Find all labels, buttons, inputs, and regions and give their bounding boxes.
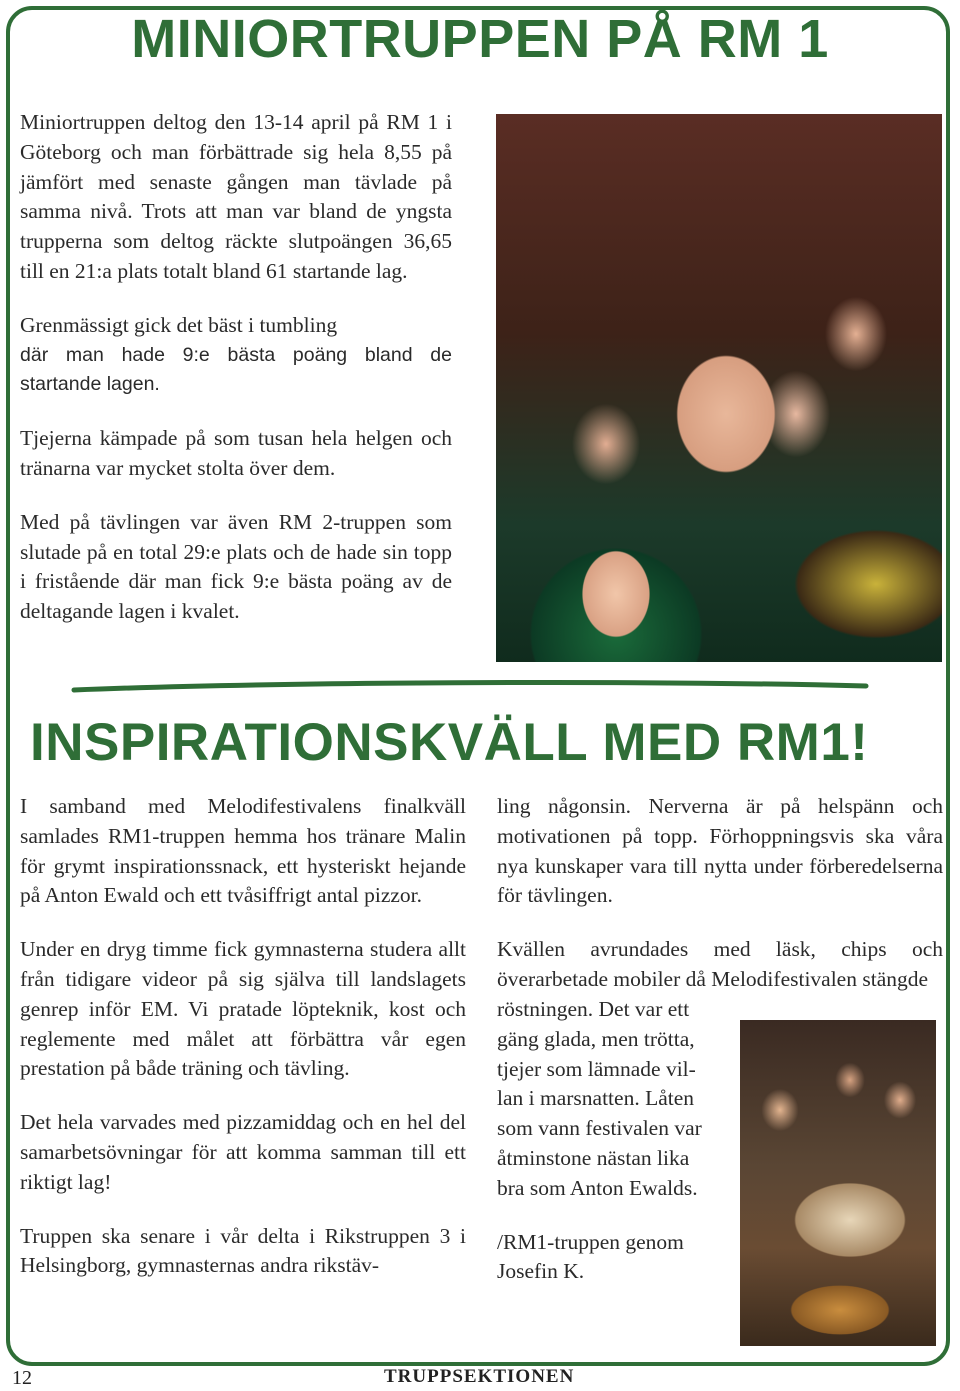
- wrap-line: gäng glada, men trötta,: [497, 1026, 695, 1051]
- signature: Josefin K.: [497, 1259, 585, 1284]
- article2-paragraph: Det hela varvades med pizzamiddag och en hel del samarbetsövningar för att komma samman till ett riktigt lag!: [20, 1110, 466, 1194]
- wrap-line: åtminstone nästan lika: [497, 1145, 690, 1170]
- party-photo: [740, 1020, 936, 1346]
- article2-wrap-text: [497, 995, 729, 1287]
- signature: /RM1-truppen genom: [497, 1229, 684, 1254]
- gymnasts-photo: [496, 114, 942, 662]
- article2-right-column: [497, 792, 943, 995]
- article2-paragraph: Under en dryg timme fick gymnasterna studera allt från tidigare videor på sig själva till landslagets genrep inför EM. Vi pratade löpteknik, kost och reglemente med målet att förbättra vår egen prestation på både träning och tävling.: [20, 937, 466, 1081]
- publication-name: TRUPPSEKTIONEN: [384, 1366, 575, 1387]
- page-number: 12: [12, 1367, 32, 1389]
- article1-paragraph: Med på tävlingen var även RM 2-truppen som slutade på en total 29:e plats och de hade sin topp i fristående där man fick 9:e bästa poäng av de deltagande lagen i kvalet.: [20, 509, 452, 624]
- article1-text-column: [20, 108, 452, 651]
- wrap-line: tjejer som lämnade vil-: [497, 1056, 696, 1081]
- article2-paragraph: Kvällen avrundades med läsk, chips och överarbetade mobiler då Melodifestivalen stängde: [497, 937, 943, 991]
- article1-paragraph: Tjejerna kämpade på som tusan hela helgen och tränarna var mycket stolta över dem.: [20, 426, 452, 480]
- wrap-line: lan i marsnatten. Låten: [497, 1086, 695, 1111]
- article-title-inspirationskvall: INSPIRATIONSKVÄLL MED RM1!: [30, 713, 869, 772]
- article2-paragraph: Truppen ska senare i vår delta i Rikstruppen 3 i Helsingborg, gymnasternas andra rikstäv-: [20, 1223, 466, 1278]
- section-divider: [70, 676, 870, 698]
- wrap-line: som vann festivalen var: [497, 1116, 702, 1141]
- article2-paragraph: I samband med Melodifestivalens finalkväll samlades RM1-truppen hemma hos tränare Malin för grymt inspirationssnack, ett hysteriskt hejande på Anton Ewald och ett tvåsiffrigt antal pizzor.: [20, 794, 466, 908]
- article1-paragraph: Miniortruppen deltog den 13-14 april på RM 1 i Göteborg och man förbättrade sig hela 8,55 på jämfört med senaste gången man tävlade på samma nivå. Trots att man var bland de yngsta trupperna som deltog räckte slutpoängen 36,65 till en 21:a plats totalt bland 61 startande lag.: [20, 110, 452, 283]
- article2-left-column: [20, 792, 466, 1305]
- wrap-line: bra som Anton Ewalds.: [497, 1175, 698, 1200]
- article-title-miniortruppen: MINIORTRUPPEN PÅ RM 1: [131, 9, 829, 69]
- wrap-line: röstningen. Det var ett: [497, 997, 690, 1021]
- article2-paragraph: ling någonsin. Nerverna är på helspänn och motivationen på topp. Förhoppningsvis ska våra nya kunskaper vara till nytta under förberedelserna för tävlingen.: [497, 794, 943, 908]
- article1-paragraph: Grenmässigt gick det bäst i tumbling: [20, 312, 338, 337]
- article1-paragraph: där man hade 9:e bästa poäng bland de startande lagen.: [20, 343, 452, 396]
